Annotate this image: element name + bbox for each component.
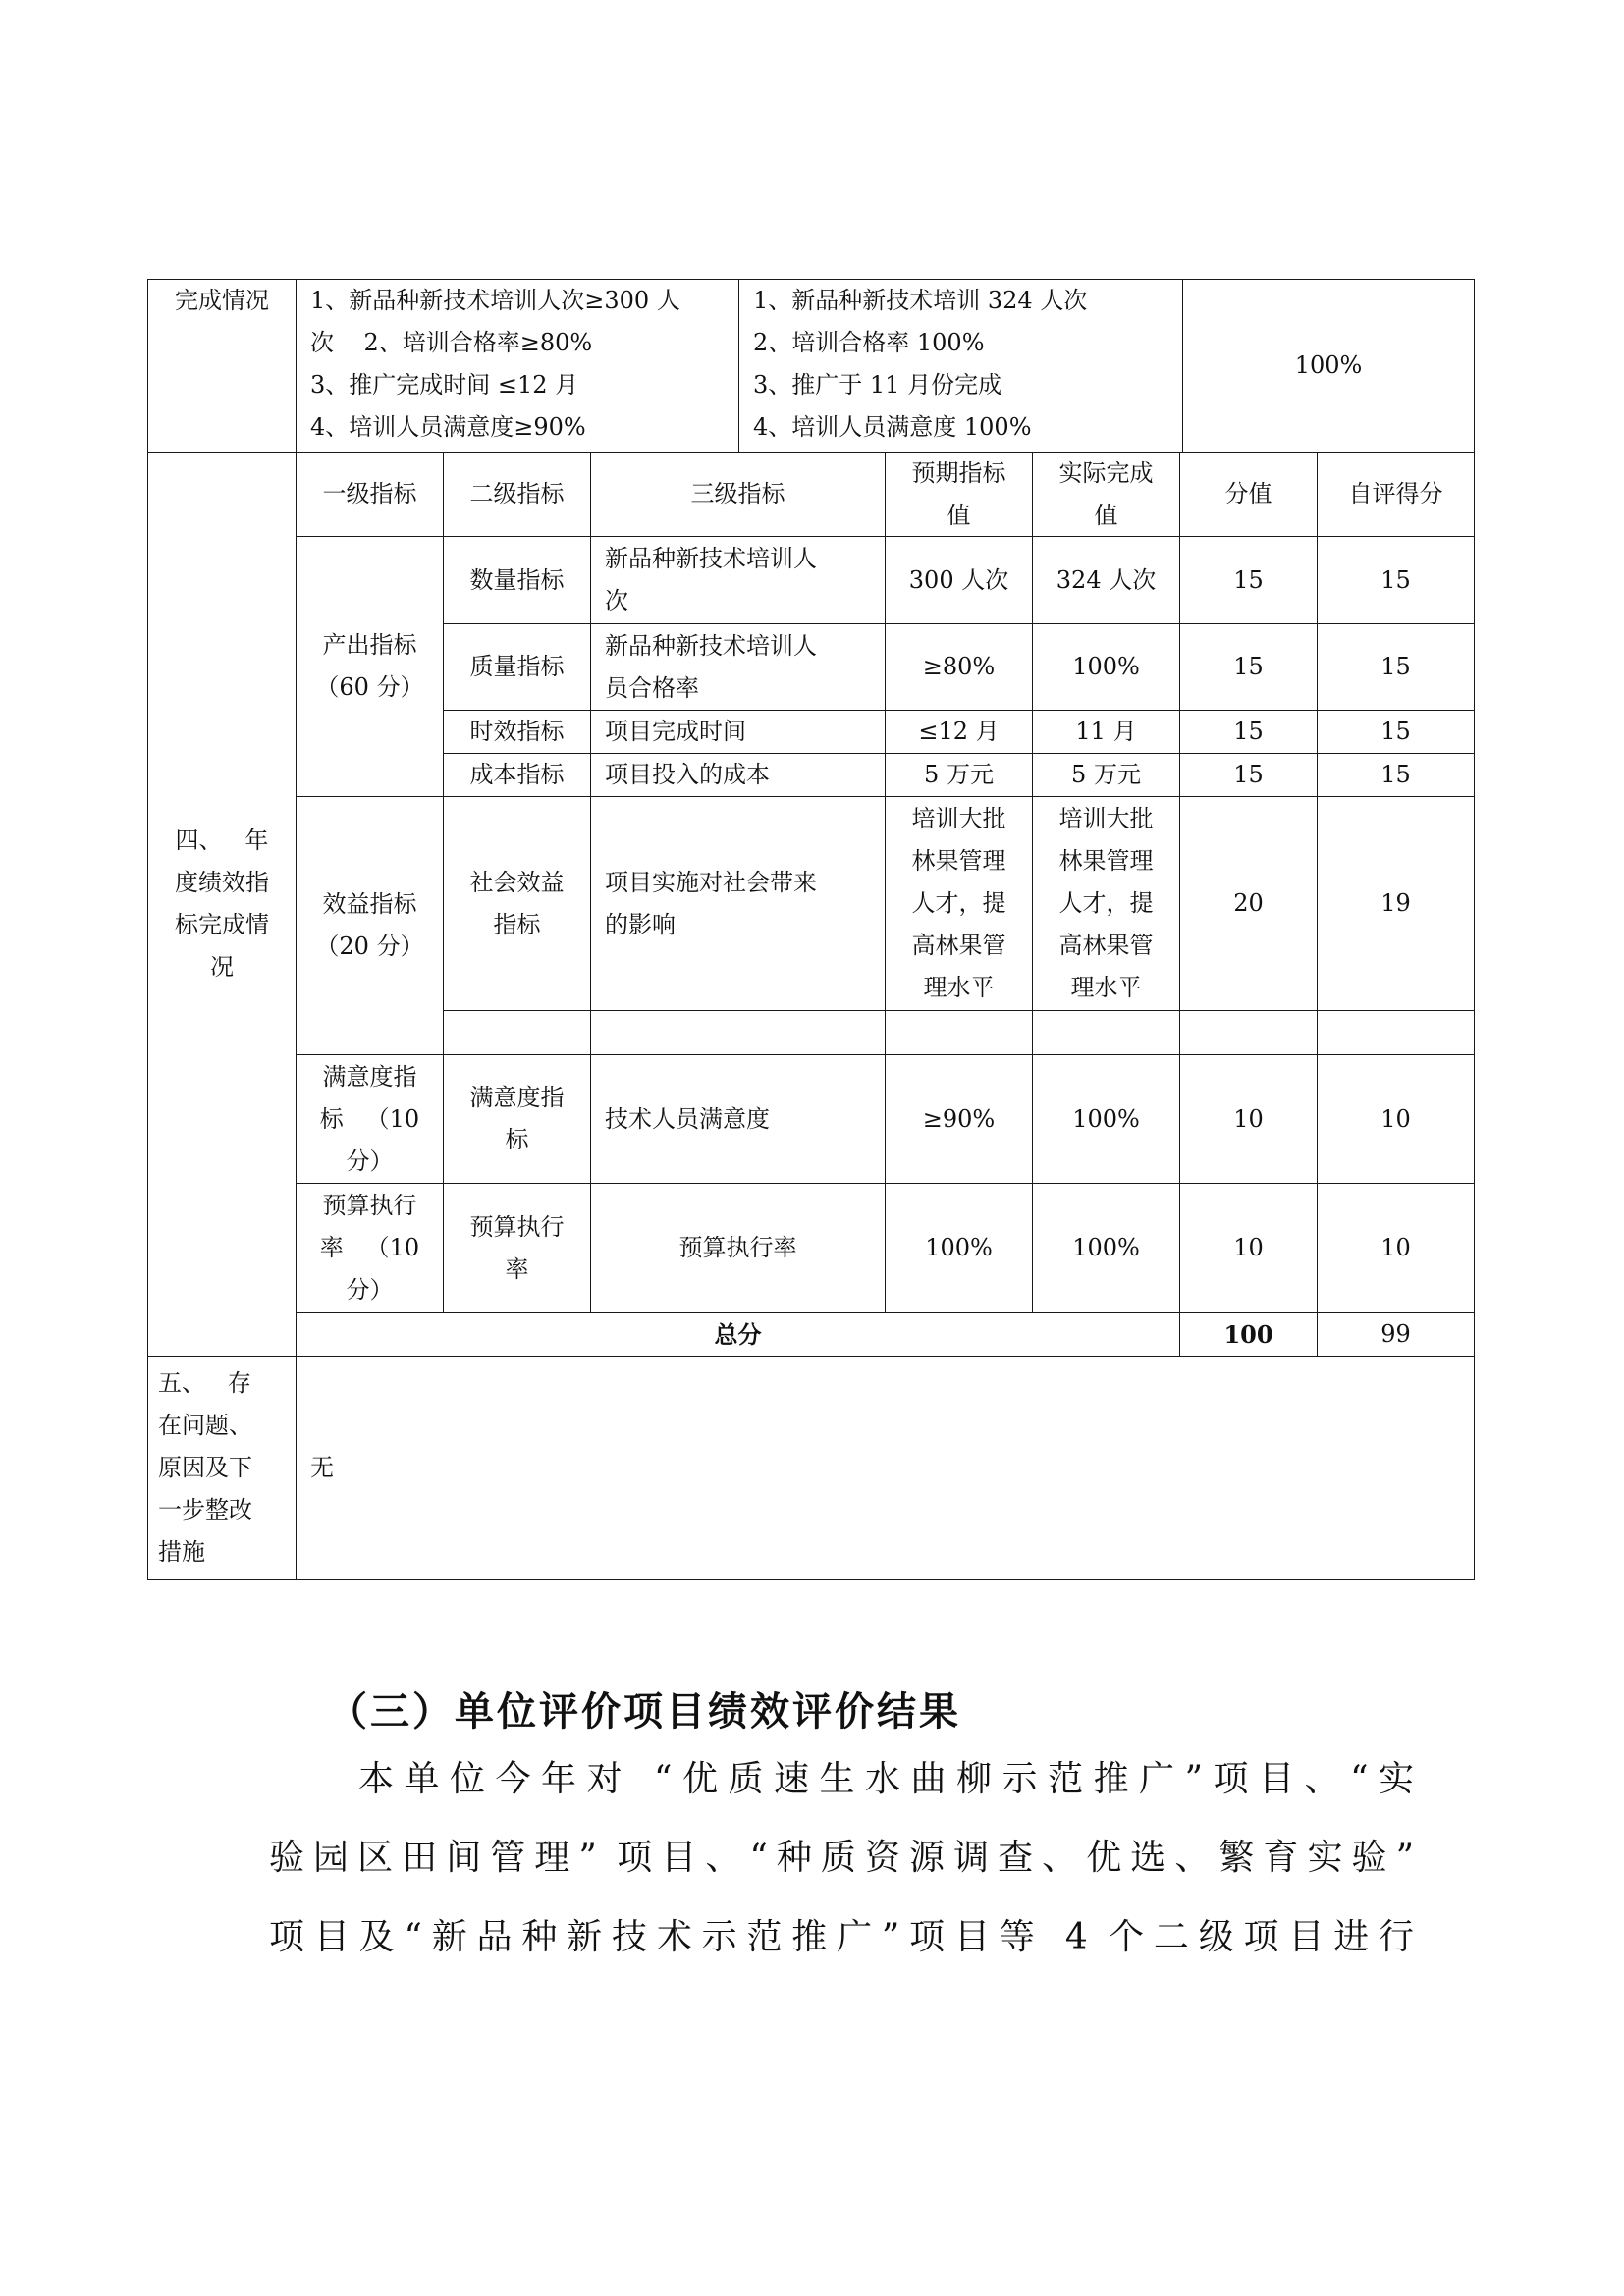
cell-text: 5 万元: [924, 761, 994, 788]
cell-text: ≤12 月: [918, 718, 1000, 745]
cell-text: 10: [1380, 1104, 1411, 1133]
table-row-timeliness-actual: [1032, 710, 1180, 754]
cell-text: ≥90%: [922, 1104, 996, 1133]
completion-target-cell: [296, 279, 739, 453]
section5-label-line: 在问题、: [158, 1412, 252, 1439]
table-row-budget-self-score: [1317, 1183, 1475, 1313]
header-self-score-text: 自评得分: [1348, 480, 1443, 507]
benefit-group-label-line: （20 分）: [315, 933, 424, 960]
cell-text: 时效指标: [469, 718, 565, 745]
cell-text: 10: [1233, 1234, 1264, 1261]
completion-rate-cell: [1182, 279, 1475, 453]
cell-text: 15: [1380, 565, 1411, 594]
satisfaction-group-label: [296, 1054, 444, 1184]
cell-text: 10: [1380, 1234, 1411, 1261]
cell-text: 数量指标: [469, 565, 565, 594]
table-row-cost-level2: [443, 753, 591, 797]
empty-row-actual: [1032, 1010, 1180, 1055]
cell-text: 19: [1380, 889, 1411, 917]
completion-actual-line: 2、培训合格率 100%: [753, 329, 985, 356]
cell-text: 的影响: [605, 910, 676, 938]
table-row-satisfaction-self-score: [1317, 1054, 1475, 1184]
table-row-timeliness-expected: [885, 710, 1033, 754]
cell-text: 理水平: [1070, 974, 1142, 1001]
section5-content-cell: [296, 1356, 1475, 1580]
table-row-social-actual: [1032, 796, 1180, 1011]
table-row-satisfaction-expected: [885, 1054, 1033, 1184]
cell-text: 15: [1380, 761, 1411, 788]
cell-text: 项目投入的成本: [605, 761, 770, 788]
header-level3-text: 三级指标: [690, 480, 785, 507]
section5-label-line: 措施: [158, 1538, 205, 1566]
table-row-social-self-score: [1317, 796, 1475, 1011]
budget-label-line: 率 （10: [319, 1234, 420, 1261]
section5-label-line: 一步整改: [158, 1496, 252, 1523]
table-row-satisfaction-level2: [443, 1054, 591, 1184]
header-actual-line: 实际完成: [1058, 458, 1154, 487]
section4-label-line: 标完成情: [175, 911, 269, 938]
satisfaction-label-line: 标 （10: [319, 1104, 420, 1133]
empty-row-self-score: [1317, 1010, 1475, 1055]
empty-row-level3: [590, 1010, 886, 1055]
cell-text: 100%: [925, 1234, 993, 1261]
table-row-quality-score: [1179, 623, 1318, 711]
empty-row-expected: [885, 1010, 1033, 1055]
section4-label-line: 况: [210, 953, 234, 981]
cell-text: 率: [505, 1255, 529, 1283]
header-expected-line: 值: [947, 501, 971, 529]
table-row-cost-actual: [1032, 753, 1180, 797]
cell-text: 技术人员满意度: [605, 1104, 770, 1133]
cell-text: 林果管理: [911, 847, 1006, 875]
table-row-satisfaction-score: [1179, 1054, 1318, 1184]
table-row-timeliness-level2: [443, 710, 591, 754]
cell-text: 预算执行率: [678, 1234, 797, 1261]
table-row-budget-level3: [590, 1183, 886, 1313]
cell-text: 300 人次: [908, 565, 1009, 594]
paragraph-line: 本单位今年对 “优质速生水曲柳示范推广”项目、“实: [358, 1759, 1414, 1799]
table-row-cost-level3: [590, 753, 886, 797]
paragraph-line: 项目及“新品种新技术示范推广”项目等 4 个二级项目进行: [269, 1917, 1414, 1957]
cell-text: 15: [1233, 761, 1264, 788]
table-row-quality-actual: [1032, 623, 1180, 711]
table-row-quality-expected: [885, 623, 1033, 711]
cell-text: 100%: [1072, 1104, 1140, 1133]
table-row-satisfaction-actual: [1032, 1054, 1180, 1184]
header-actual-line: 值: [1094, 501, 1118, 529]
cell-text: 次: [605, 587, 628, 614]
cell-text: 林果管理: [1058, 847, 1154, 875]
cell-text: 培训大批: [911, 805, 1006, 832]
table-row-social-score: [1179, 796, 1318, 1011]
output-group-label: [296, 536, 444, 797]
total-label-cell: [296, 1312, 1180, 1357]
cell-text: 标: [505, 1126, 529, 1153]
header-expected-line: 预期指标: [911, 458, 1006, 487]
table-row-cost-expected: [885, 753, 1033, 797]
cell-text: 100%: [1072, 1234, 1140, 1261]
table-row-timeliness-score: [1179, 710, 1318, 754]
table-row-budget-score: [1179, 1183, 1318, 1313]
cell-text: 20: [1233, 889, 1264, 917]
table-row-social-expected: [885, 796, 1033, 1011]
section5-label-cell: [147, 1356, 297, 1580]
cell-text: 理水平: [923, 974, 995, 1001]
table-row-budget-expected: [885, 1183, 1033, 1313]
cell-text: 新品种新技术培训人: [605, 631, 817, 660]
total-score-cell: [1179, 1312, 1318, 1357]
cell-text: 15: [1233, 565, 1264, 594]
completion-target-line: 1、新品种新技术培训人次≥300 人: [310, 287, 680, 314]
cell-text: 预算执行: [469, 1212, 565, 1241]
header-score: [1179, 452, 1318, 537]
total-label: 总分: [714, 1320, 762, 1349]
table-row-social-level3: [590, 796, 886, 1011]
header-level1-text: 一级指标: [322, 480, 417, 507]
section4-label-line: 度绩效指: [175, 869, 269, 896]
completion-actual-cell: [738, 279, 1183, 453]
table-row-quantity-level3: [590, 536, 886, 624]
empty-row-level2: [443, 1010, 591, 1055]
header-self-score: [1317, 452, 1475, 537]
completion-actual-line: 1、新品种新技术培训 324 人次: [753, 287, 1088, 314]
satisfaction-label-line: 分）: [346, 1147, 394, 1175]
completion-actual-line: 4、培训人员满意度 100%: [753, 413, 1032, 441]
cell-text: 324 人次: [1056, 565, 1157, 594]
section4-label-cell: [147, 452, 297, 1357]
completion-actual-line: 3、推广于 11 月份完成: [753, 371, 1002, 399]
section5-label-line: 原因及下: [158, 1454, 252, 1481]
cell-text: 项目完成时间: [605, 718, 746, 745]
cell-text: 新品种新技术培训人: [605, 545, 817, 572]
table-row-quality-self-score: [1317, 623, 1475, 711]
benefit-group-label: [296, 796, 444, 1055]
table-row-quantity-self-score: [1317, 536, 1475, 624]
cell-text: 员合格率: [605, 673, 699, 702]
table-row-quality-level2: [443, 623, 591, 711]
header-actual: [1032, 452, 1180, 537]
completion-target-line: 4、培训人员满意度≥90%: [310, 413, 586, 441]
cell-text: 11 月: [1075, 718, 1137, 745]
header-level2: [443, 452, 591, 537]
table-row-quality-level3: [590, 623, 886, 711]
empty-row-score: [1179, 1010, 1318, 1055]
cell-text: 高林果管: [911, 932, 1006, 959]
budget-group-label: [296, 1183, 444, 1313]
section5-label-line: 五、 存: [158, 1369, 251, 1397]
table-row-budget-actual: [1032, 1183, 1180, 1313]
cell-text: 指标: [493, 910, 541, 938]
table-row-timeliness-self-score: [1317, 710, 1475, 754]
cell-text: 15: [1380, 718, 1411, 745]
cell-text: 满意度指: [469, 1084, 565, 1111]
table-row-quantity-expected: [885, 536, 1033, 624]
completion-target-line: 次 2、培训合格率≥80%: [310, 329, 593, 356]
output-group-label-line: （60 分）: [315, 673, 424, 701]
output-group-label-line: 产出指标: [322, 631, 417, 659]
table-row-satisfaction-level3: [590, 1054, 886, 1184]
cell-text: 15: [1233, 653, 1264, 680]
table-row-quantity-level2: [443, 536, 591, 624]
table-row-cost-score: [1179, 753, 1318, 797]
section-heading: （三）单位评价项目绩效评价结果: [328, 1689, 961, 1735]
completion-target-line: 3、推广完成时间 ≤12 月: [310, 371, 579, 399]
header-level3: [590, 452, 886, 537]
table-row-cost-self-score: [1317, 753, 1475, 797]
header-level2-text: 二级指标: [469, 480, 565, 507]
cell-text: 15: [1380, 653, 1411, 680]
benefit-group-label-line: 效益指标: [322, 890, 417, 918]
satisfaction-label-line: 满意度指: [322, 1062, 417, 1091]
completion-label: 完成情况: [175, 287, 269, 314]
completion-label-cell: [147, 279, 297, 453]
paragraph-line: 验园区田间管理” 项目、“种质资源调查、优选、繁育实验”: [269, 1838, 1414, 1878]
cell-text: 5 万元: [1071, 761, 1141, 788]
completion-rate: 100%: [1294, 351, 1363, 379]
header-expected: [885, 452, 1033, 537]
header-score-text: 分值: [1224, 480, 1272, 507]
budget-label-line: 分）: [346, 1276, 394, 1304]
total-score: 100: [1223, 1320, 1273, 1349]
table-row-quantity-score: [1179, 536, 1318, 624]
table-row-budget-level2: [443, 1183, 591, 1313]
cell-text: 项目实施对社会带来: [605, 868, 817, 896]
cell-text: 人才，提: [1058, 889, 1154, 917]
total-self-score: 99: [1380, 1320, 1411, 1348]
cell-text: 人才，提: [911, 889, 1006, 917]
table-row-social-level2: [443, 796, 591, 1011]
table-row-timeliness-level3: [590, 710, 886, 754]
cell-text: ≥80%: [922, 653, 996, 680]
cell-text: 成本指标: [469, 761, 565, 788]
cell-text: 10: [1233, 1104, 1264, 1133]
cell-text: 社会效益: [469, 868, 565, 896]
table-row-quantity-actual: [1032, 536, 1180, 624]
total-self-score-cell: [1317, 1312, 1475, 1357]
cell-text: 高林果管: [1058, 932, 1154, 959]
header-level1: [296, 452, 444, 537]
cell-text: 质量指标: [469, 653, 565, 680]
section5-content: 无: [310, 1454, 334, 1481]
cell-text: 100%: [1072, 653, 1140, 680]
cell-text: 培训大批: [1058, 805, 1154, 832]
budget-label-line: 预算执行: [322, 1192, 417, 1219]
section4-label-line: 四、 年: [175, 827, 269, 854]
cell-text: 15: [1233, 718, 1264, 745]
